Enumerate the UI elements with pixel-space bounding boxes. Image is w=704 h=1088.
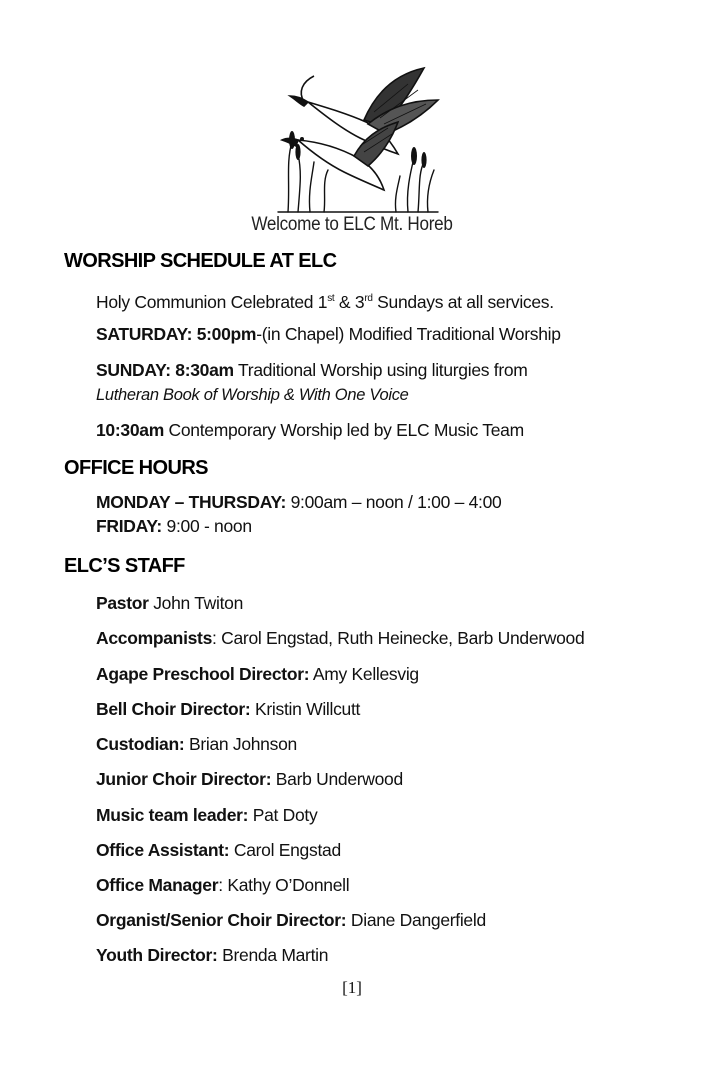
communion-line: Holy Communion Celebrated 1st & 3rd Sundays at all services. <box>96 292 554 312</box>
flying-geese-icon <box>268 62 448 214</box>
staff-row: Music team leader: Pat Doty <box>96 805 318 825</box>
staff-row: Organist/Senior Choir Director: Diane Dangerfield <box>96 910 486 930</box>
worship-heading: WORSHIP SCHEDULE AT ELC <box>64 250 337 272</box>
welcome-caption: Welcome to ELC Mt. Horeb <box>251 214 453 235</box>
weekday-hours-line: MONDAY – THURSDAY: 9:00am – noon / 1:00 – 4:00 <box>96 492 502 512</box>
sunday-line: SUNDAY: 8:30am Traditional Worship using liturgies from <box>96 360 528 380</box>
staff-row: Pastor John Twiton <box>96 593 244 613</box>
sunday-books: Lutheran Book of Worship & With One Voice <box>96 386 409 404</box>
staff-row: Accompanists: Carol Engstad, Ruth Heinecke, Barb Underwood <box>96 628 585 648</box>
staff-row: Agape Preschool Director: Amy Kellesvig <box>96 664 419 684</box>
saturday-line: SATURDAY: 5:00pm-(in Chapel) Modified Traditional Worship <box>96 324 561 344</box>
friday-hours-line: FRIDAY: 9:00 - noon <box>96 516 252 536</box>
staff-row: Office Assistant: Carol Engstad <box>96 840 341 860</box>
staff-row: Junior Choir Director: Barb Underwood <box>96 769 403 789</box>
staff-heading: ELC’S STAFF <box>64 555 185 577</box>
staff-row: Custodian: Brian Johnson <box>96 734 297 754</box>
page-number: [1] <box>342 978 362 997</box>
staff-row: Office Manager: Kathy O’Donnell <box>96 875 350 895</box>
staff-row: Bell Choir Director: Kristin Willcutt <box>96 699 361 719</box>
office-hours-heading: OFFICE HOURS <box>64 457 208 479</box>
staff-row: Youth Director: Brenda Martin <box>96 945 329 965</box>
contemporary-line: 10:30am Contemporary Worship led by ELC Music Team <box>96 420 524 440</box>
